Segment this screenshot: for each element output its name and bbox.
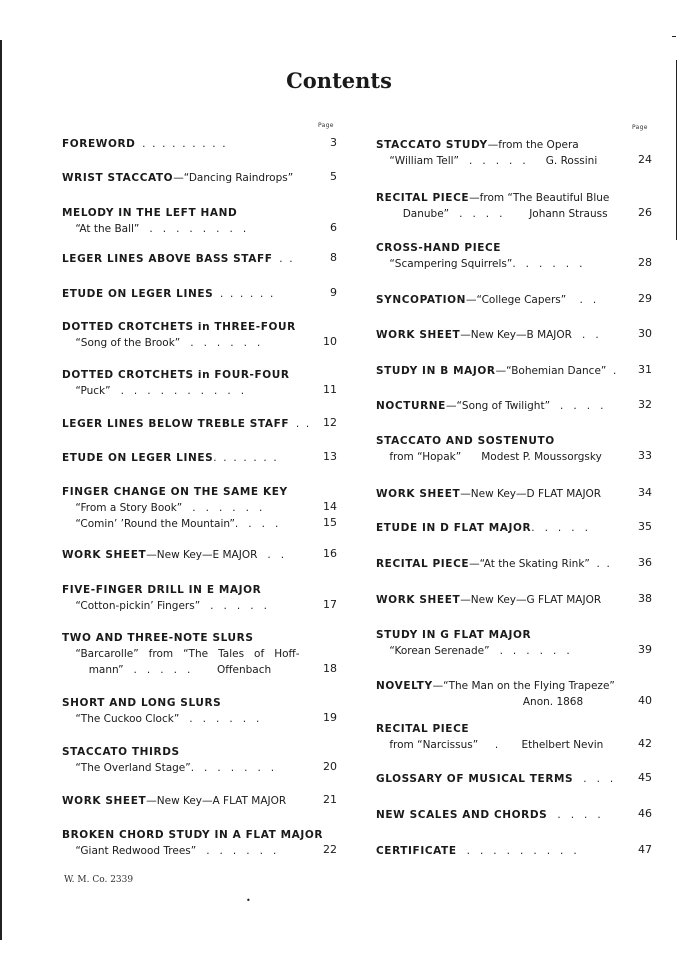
toc-heading: ETUDE IN D FLAT MAJOR	[376, 522, 532, 534]
toc-entry-heading-line	[376, 807, 601, 823]
toc-entry	[62, 630, 300, 678]
toc-heading: WORK SHEET	[62, 795, 147, 807]
toc-entry-subtitle-line	[376, 643, 570, 659]
toc-entry-heading-line	[62, 630, 300, 646]
toc-heading: FINGER CHANGE ON THE SAME KEY	[62, 486, 288, 498]
toc-page-number: 42	[638, 737, 652, 750]
toc-entry-heading-line	[62, 793, 286, 809]
toc-heading: SYNCOPATION	[376, 294, 467, 306]
toc-entry-heading-line	[62, 450, 277, 466]
toc-page-number: 3	[330, 136, 337, 149]
toc-page-number: 29	[638, 292, 652, 305]
toc-entry	[62, 367, 290, 399]
toc-entry-heading-line	[376, 627, 570, 643]
toc-entry-heading-line	[62, 582, 267, 598]
toc-entry-subtitle-line	[376, 449, 602, 465]
toc-entry	[376, 398, 603, 414]
toc-heading: SHORT AND LONG SLURS	[62, 697, 222, 709]
toc-subtitle: “From a Story Book” . . . . . .	[62, 502, 263, 514]
toc-heading: STACCATO STUDY	[376, 139, 488, 151]
toc-entry-subtitle-line	[62, 221, 246, 237]
toc-heading: TWO AND THREE-NOTE SLURS	[62, 632, 254, 644]
toc-page-number: 24	[638, 153, 652, 166]
toc-heading: LEGER LINES BELOW TREBLE STAFF	[62, 418, 290, 430]
toc-page-number: 18	[323, 662, 337, 675]
toc-subtitle: “Giant Redwood Trees” . . . . . .	[62, 845, 277, 857]
toc-entry	[376, 627, 570, 659]
toc-subtitle: . . . . .	[531, 522, 588, 534]
toc-subtitle: “Barcarolle” from “The Tales of Hoff-	[62, 648, 300, 660]
toc-entry-heading-line	[376, 843, 577, 859]
toc-page-number: 9	[330, 286, 337, 299]
toc-subtitle: —New Key—B MAJOR . .	[460, 329, 599, 341]
toc-subtitle: “Cotton-pickin’ Fingers” . . . . .	[62, 600, 267, 612]
toc-heading: WORK SHEET	[62, 549, 147, 561]
toc-subtitle: . .	[289, 418, 310, 430]
toc-entry-heading-line	[62, 367, 290, 383]
toc-entry-heading-line	[62, 319, 296, 335]
toc-entry	[376, 721, 603, 753]
toc-entry	[62, 416, 309, 432]
toc-page-number: 36	[638, 556, 652, 569]
toc-page-number: 33	[638, 449, 652, 462]
toc-heading: ETUDE ON LEGER LINES	[62, 288, 214, 300]
toc-entry-heading-line	[62, 695, 259, 711]
toc-entry	[376, 807, 601, 823]
toc-entry	[62, 170, 293, 186]
toc-entry-heading-line	[376, 556, 610, 572]
toc-page-number: 5	[330, 170, 337, 183]
toc-entry-subtitle-line	[62, 598, 267, 614]
toc-heading: STUDY IN G FLAT MAJOR	[376, 629, 532, 641]
toc-entry	[62, 205, 246, 237]
toc-entry-heading-line	[62, 416, 309, 432]
toc-page-number: 15	[323, 516, 337, 529]
toc-heading: NOCTURNE	[376, 400, 446, 412]
toc-entry-subtitle-line	[62, 760, 274, 776]
toc-entry-subtitle-line	[376, 694, 615, 710]
publisher-code: W. M. Co. 2339	[64, 875, 134, 885]
toc-subtitle: “Song of the Brook” . . . . . .	[62, 337, 261, 349]
toc-subtitle: Anon. 1868	[376, 696, 584, 708]
toc-heading: DOTTED CROTCHETS in FOUR-FOUR	[62, 369, 290, 381]
toc-subtitle: —from the Opera	[487, 139, 579, 151]
toc-entry-subtitle-line	[376, 206, 609, 222]
toc-entry-heading-line	[376, 721, 603, 737]
page-title: Contents	[286, 68, 392, 93]
toc-entry-subtitle-line	[62, 646, 300, 662]
toc-entry-subtitle-line	[62, 383, 290, 399]
toc-subtitle: . .	[272, 253, 293, 265]
toc-page-number: 20	[323, 760, 337, 773]
toc-subtitle: mann” . . . . . Offenbach	[62, 664, 272, 676]
toc-heading: NEW SCALES AND CHORDS	[376, 809, 548, 821]
toc-subtitle: —New Key—G FLAT MAJOR	[460, 594, 602, 606]
toc-entry	[62, 695, 259, 727]
toc-entry-subtitle-line	[62, 516, 288, 532]
toc-entry-heading-line	[62, 205, 246, 221]
toc-entry-heading-line	[62, 251, 293, 267]
toc-page-number: 6	[330, 221, 337, 234]
toc-entry-heading-line	[376, 327, 599, 343]
toc-page-number: 11	[323, 383, 337, 396]
toc-page-number: 26	[638, 206, 652, 219]
toc-entry	[376, 327, 599, 343]
page-column-header-left: Page	[318, 122, 334, 129]
toc-entry	[376, 843, 577, 859]
toc-entry	[376, 771, 613, 787]
toc-subtitle: . . . . . . .	[213, 452, 277, 464]
toc-entry-heading-line	[376, 398, 603, 414]
toc-heading: STACCATO AND SOSTENUTO	[376, 435, 555, 447]
toc-subtitle: —“At the Skating Rink” . .	[469, 558, 610, 570]
toc-page-number: 14	[323, 500, 337, 513]
toc-heading: ETUDE ON LEGER LINES	[62, 452, 214, 464]
toc-subtitle: . . . . . .	[213, 288, 274, 300]
toc-heading: BROKEN CHORD STUDY IN A FLAT MAJOR	[62, 829, 324, 841]
toc-entry-heading-line	[62, 484, 288, 500]
toc-subtitle: “Scampering Squirrels”. . . . . .	[376, 258, 583, 270]
toc-entry	[376, 592, 601, 608]
toc-page-number: 17	[323, 598, 337, 611]
toc-heading: FOREWORD	[62, 138, 136, 150]
toc-entry-subtitle-line	[62, 662, 300, 678]
toc-entry-subtitle-line	[376, 737, 603, 753]
toc-page-number: 32	[638, 398, 652, 411]
toc-entry-heading-line	[376, 137, 597, 153]
toc-entry	[62, 827, 323, 859]
toc-entry	[62, 793, 286, 809]
toc-subtitle: . . . . . . . . .	[456, 845, 577, 857]
page-edge-left	[0, 40, 2, 940]
toc-entry	[376, 433, 602, 465]
toc-heading: WORK SHEET	[376, 329, 461, 341]
toc-entry	[376, 363, 616, 379]
toc-heading: NOVELTY	[376, 680, 433, 692]
toc-entry-heading-line	[62, 136, 226, 152]
toc-subtitle: from “Narcissus” . Ethelbert Nevin	[376, 739, 604, 751]
toc-page-number: 30	[638, 327, 652, 340]
toc-heading: DOTTED CROTCHETS in THREE-FOUR	[62, 321, 296, 333]
toc-entry-subtitle-line	[376, 256, 582, 272]
toc-subtitle: “Comin’ ’Round the Mountain”. . . .	[62, 518, 279, 530]
toc-entry-subtitle-line	[376, 153, 597, 169]
toc-subtitle: —New Key—D FLAT MAJOR	[460, 488, 602, 500]
toc-page-number: 35	[638, 520, 652, 533]
toc-subtitle: from “Hopak” Modest P. Moussorgsky	[376, 451, 602, 463]
toc-heading: CERTIFICATE	[376, 845, 457, 857]
toc-heading: RECITAL PIECE	[376, 192, 470, 204]
toc-entry-heading-line	[62, 744, 274, 760]
toc-heading: WORK SHEET	[376, 488, 461, 500]
toc-entry	[62, 484, 288, 532]
toc-subtitle: “William Tell” . . . . . G. Rossini	[376, 155, 598, 167]
toc-entry-heading-line	[62, 170, 293, 186]
toc-subtitle: “Korean Serenade” . . . . . .	[376, 645, 570, 657]
toc-entry-subtitle-line	[62, 335, 296, 351]
toc-entry-heading-line	[376, 486, 601, 502]
toc-entry	[376, 292, 596, 308]
toc-heading: GLOSSARY OF MUSICAL TERMS	[376, 773, 574, 785]
toc-subtitle: —“College Capers” . .	[466, 294, 597, 306]
toc-subtitle: —New Key—E MAJOR . .	[146, 549, 285, 561]
toc-entry-heading-line	[376, 240, 582, 256]
toc-entry	[62, 744, 274, 776]
toc-subtitle: . . . .	[547, 809, 601, 821]
toc-subtitle: “The Overland Stage”. . . . . . .	[62, 762, 275, 774]
toc-page-number: 34	[638, 486, 652, 499]
toc-entry-heading-line	[376, 190, 609, 206]
toc-entry-subtitle-line	[62, 843, 323, 859]
toc-page-number: 22	[323, 843, 337, 856]
toc-entry-heading-line	[376, 292, 596, 308]
toc-entry-heading-line	[376, 363, 616, 379]
toc-entry-subtitle-line	[62, 500, 288, 516]
toc-entry-heading-line	[62, 827, 323, 843]
toc-subtitle: . . . . . . . . .	[135, 138, 226, 150]
toc-subtitle: —New Key—A FLAT MAJOR	[146, 795, 287, 807]
toc-subtitle: “The Cuckoo Clock” . . . . . .	[62, 713, 260, 725]
toc-heading: WRIST STACCATO	[62, 172, 174, 184]
toc-heading: CROSS-HAND PIECE	[376, 242, 502, 254]
toc-heading: RECITAL PIECE	[376, 558, 470, 570]
toc-subtitle: —“Song of Twilight” . . . .	[445, 400, 604, 412]
toc-entry-heading-line	[376, 678, 615, 694]
toc-entry-heading-line	[62, 547, 284, 563]
toc-entry	[376, 190, 609, 222]
toc-subtitle: . . .	[573, 773, 614, 785]
toc-entry	[376, 556, 610, 572]
toc-heading: LEGER LINES ABOVE BASS STAFF	[62, 253, 273, 265]
toc-page-number: 16	[323, 547, 337, 560]
toc-page-number: 40	[638, 694, 652, 707]
toc-subtitle: Danube” . . . . Johann Strauss	[376, 208, 608, 220]
toc-entry	[376, 520, 588, 536]
page-column-header-right: Page	[632, 124, 648, 131]
toc-subtitle: “Puck” . . . . . . . . . .	[62, 385, 245, 397]
toc-heading: MELODY IN THE LEFT HAND	[62, 207, 238, 219]
toc-entry	[376, 678, 615, 710]
toc-entry	[62, 286, 273, 302]
toc-subtitle: —“Bohemian Dance” .	[495, 365, 617, 377]
toc-subtitle: —“The Man on the Flying Trapeze”	[432, 680, 615, 692]
toc-page-number: 8	[330, 251, 337, 264]
toc-heading: RECITAL PIECE	[376, 723, 470, 735]
toc-page-number: 19	[323, 711, 337, 724]
toc-entry	[62, 582, 267, 614]
toc-heading: STUDY IN B MAJOR	[376, 365, 496, 377]
toc-heading: STACCATO THIRDS	[62, 746, 180, 758]
toc-entry-heading-line	[376, 433, 602, 449]
toc-entry-heading-line	[376, 520, 588, 536]
toc-page-number: 31	[638, 363, 652, 376]
toc-subtitle: —from “The Beautiful Blue	[469, 192, 610, 204]
toc-entry	[62, 136, 226, 152]
toc-heading: WORK SHEET	[376, 594, 461, 606]
toc-page-number: 28	[638, 256, 652, 269]
toc-entry	[376, 240, 582, 272]
toc-heading: FIVE-FINGER DRILL IN E MAJOR	[62, 584, 262, 596]
toc-page-number: 46	[638, 807, 652, 820]
toc-page-number: 12	[323, 416, 337, 429]
page-edge-mark-top	[672, 36, 676, 37]
page-mark: •	[246, 896, 251, 905]
toc-entry	[62, 450, 277, 466]
toc-subtitle: —“Dancing Raindrops”	[173, 172, 294, 184]
toc-entry	[376, 486, 601, 502]
toc-entry-heading-line	[62, 286, 273, 302]
toc-entry	[62, 547, 284, 563]
toc-page-number: 39	[638, 643, 652, 656]
toc-page-number: 38	[638, 592, 652, 605]
toc-page-number: 47	[638, 843, 652, 856]
toc-entry-heading-line	[376, 592, 601, 608]
toc-entry	[376, 137, 597, 169]
toc-entry	[62, 319, 296, 351]
toc-page-number: 10	[323, 335, 337, 348]
toc-entry-subtitle-line	[62, 711, 259, 727]
toc-entry-heading-line	[376, 771, 613, 787]
toc-page-number: 13	[323, 450, 337, 463]
toc-entry	[62, 251, 293, 267]
toc-page-number: 21	[323, 793, 337, 806]
toc-page-number: 45	[638, 771, 652, 784]
toc-subtitle: “At the Ball” . . . . . . . .	[62, 223, 247, 235]
